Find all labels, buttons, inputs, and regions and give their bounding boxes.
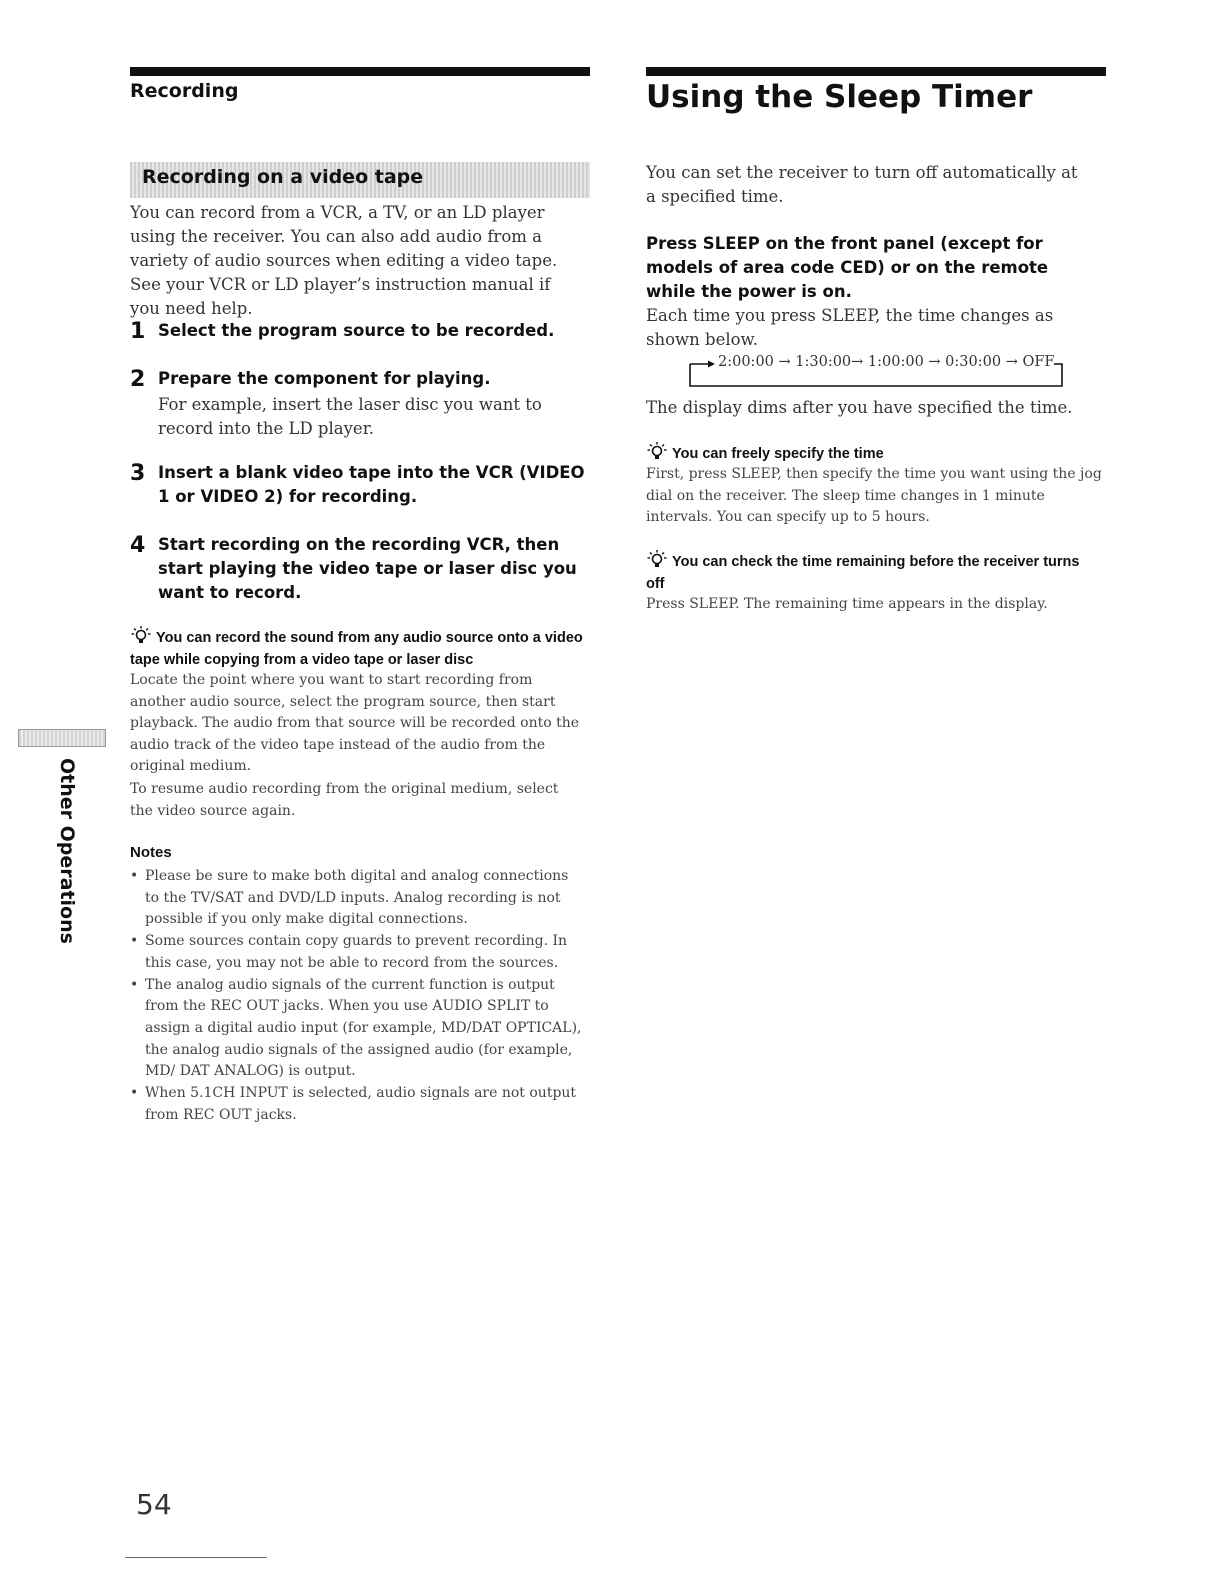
footer-rule bbox=[125, 1557, 267, 1558]
side-tab-marker bbox=[18, 729, 106, 747]
step-4 bbox=[130, 533, 590, 605]
page-number: 54 bbox=[136, 1488, 172, 1521]
note-item: • The analog audio signals of the current function is output from the REC OUT jacks. When you use AUDIO SPLIT to assign a digital audio input (for example, MD/DAT OPTICAL), the analog audio signals of the assigned audio (for example, MD/ DAT ANALOG) is output. bbox=[130, 975, 585, 1084]
step-heading: Select the program source to be recorded. bbox=[158, 321, 555, 340]
step-number: 4 bbox=[130, 533, 146, 558]
subheading-band bbox=[130, 162, 590, 198]
right-header-bar bbox=[646, 67, 1106, 76]
sleep-each-time: Each time you press SLEEP, the time changes as shown below. bbox=[646, 306, 1054, 349]
left-header-bar bbox=[130, 67, 590, 76]
step-heading: Insert a blank video tape into the VCR (VIDEO 1 or VIDEO 2) for recording. bbox=[158, 463, 585, 506]
resume-text: To resume audio recording from the original medium, select the video source again. bbox=[130, 781, 559, 819]
tip-heading bbox=[646, 549, 1101, 595]
lightbulb-tip-icon bbox=[130, 625, 152, 645]
tip-heading-text: You can freely specify the time bbox=[672, 446, 884, 462]
note-item: • When 5.1CH INPUT is selected, audio signals are not output from REC OUT jacks. bbox=[130, 1083, 585, 1126]
step-heading: Start recording on the recording VCR, then start playing the video tape or laser disc you want to record. bbox=[158, 535, 577, 602]
step-1 bbox=[130, 319, 590, 343]
subheading: Recording on a video tape bbox=[142, 166, 424, 188]
tip-body: Press SLEEP. The remaining time appears in the display. bbox=[646, 596, 1048, 612]
sleep-instruction: Press SLEEP on the front panel (except for models of area code CED) or on the remote while the power is on. bbox=[646, 234, 1049, 301]
lightbulb-tip-icon bbox=[646, 549, 668, 569]
step-number: 3 bbox=[130, 461, 146, 486]
section-title: Recording bbox=[130, 80, 239, 102]
notes-heading: Notes bbox=[130, 844, 172, 861]
notes-list bbox=[130, 866, 585, 1126]
tip-heading-text: You can record the sound from any audio source onto a video tape while copying from a video tape or laser disc bbox=[130, 630, 583, 668]
display-dims-text: The display dims after you have specified the time. bbox=[646, 398, 1073, 417]
tip-heading bbox=[646, 441, 1101, 465]
lightbulb-tip-icon bbox=[646, 441, 668, 461]
page-title: Using the Sleep Timer bbox=[646, 79, 1033, 115]
step-number: 2 bbox=[130, 367, 146, 392]
step-body: For example, insert the laser disc you want to record into the LD player. bbox=[158, 395, 542, 438]
note-item: • Please be sure to make both digital and analog connections to the TV/SAT and DVD/LD inputs. Analog recording is not possible if you only make digital connections. bbox=[130, 866, 585, 931]
tip-body: First, press SLEEP, then specify the time you want using the jog dial on the receiver. The sleep time changes in 1 minute intervals. You can specify up to 5 hours. bbox=[646, 466, 1102, 525]
recording-intro: You can record from a VCR, a TV, or an LD player using the receiver. You can also add audio from a variety of audio sources when editing a video tape. See your VCR or LD player’s instruction manual if you need help. bbox=[130, 203, 558, 318]
step-number: 1 bbox=[130, 319, 146, 344]
tip-heading bbox=[130, 625, 585, 671]
sleep-cycle-text: 2:00:00 → 1:30:00→ 1:00:00 → 0:30:00 → OFF bbox=[718, 354, 1055, 370]
sleep-intro: You can set the receiver to turn off automatically at a specified time. bbox=[646, 163, 1078, 206]
side-tab-label: Other Operations bbox=[56, 758, 78, 944]
sleep-cycle-diagram bbox=[688, 354, 1068, 392]
tip-heading-text: You can check the time remaining before the receiver turns off bbox=[646, 554, 1080, 592]
note-item: • Some sources contain copy guards to prevent recording. In this case, you may not be able to record from the sources. bbox=[130, 931, 585, 974]
step-3 bbox=[130, 461, 590, 509]
tip-body: Locate the point where you want to start recording from another audio source, select the program source, then start playback. The audio from that source will be recorded onto the audio track of the video tape instead of the audio from the original medium. bbox=[130, 672, 580, 774]
step-heading: Prepare the component for playing. bbox=[158, 369, 491, 388]
step-2 bbox=[130, 367, 590, 441]
